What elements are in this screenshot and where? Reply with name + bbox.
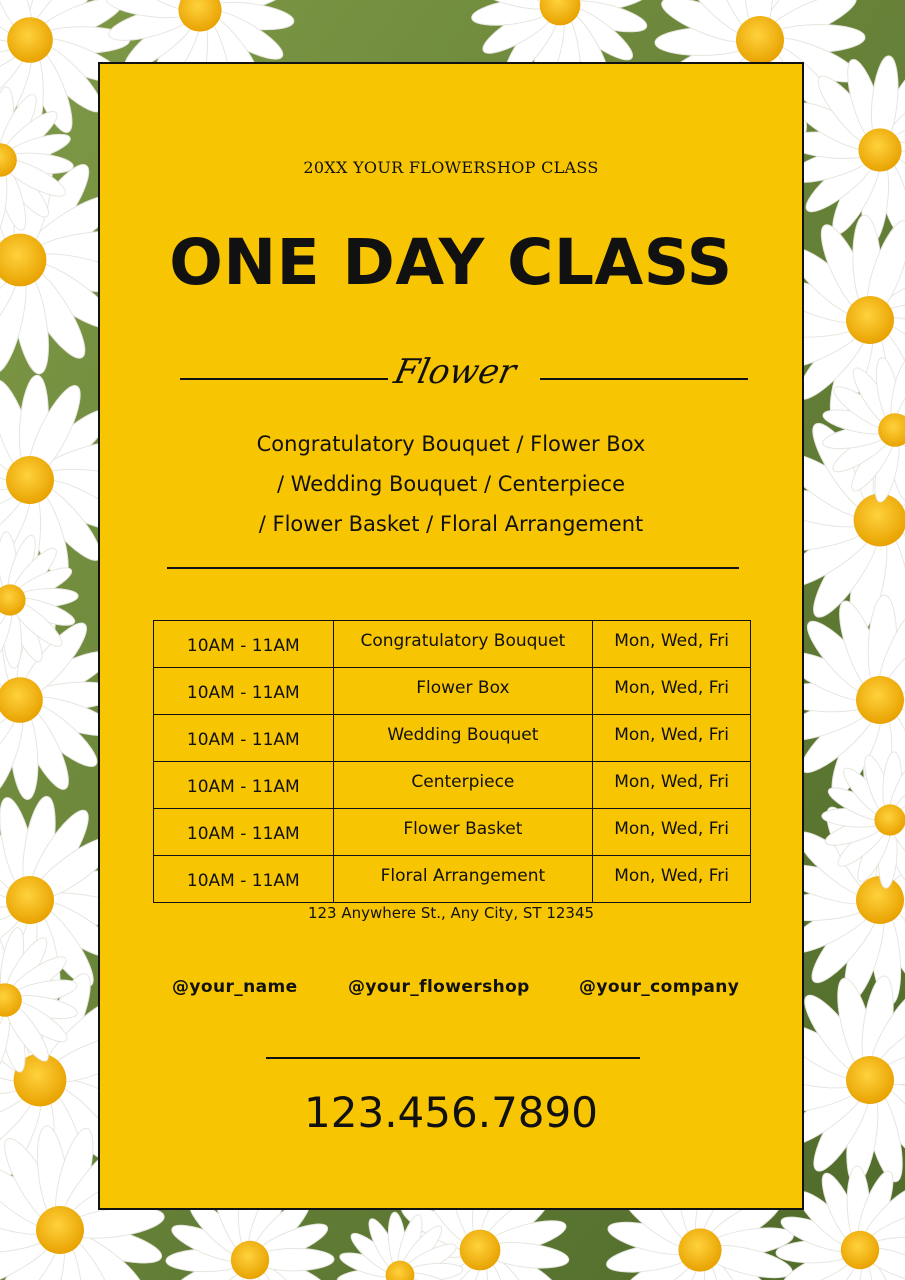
poster-headline: ONE DAY CLASS <box>169 226 733 299</box>
schedule-time: 10AM - 11AM <box>154 856 334 903</box>
class-list <box>100 424 802 544</box>
schedule-class: Flower Box <box>333 668 593 715</box>
schedule-class: Wedding Bouquet <box>333 715 593 762</box>
daisy-center <box>856 676 904 724</box>
social-handle-name: @your_name <box>172 977 298 997</box>
daisy-center <box>846 296 894 344</box>
schedule-days: Mon, Wed, Fri <box>593 668 751 715</box>
divider-bottom <box>266 1057 640 1059</box>
address-text: 123 Anywhere St., Any City, ST 12345 <box>307 904 595 922</box>
schedule-class: Centerpiece <box>333 762 593 809</box>
social-handle-flowershop: @your_flowershop <box>348 977 530 997</box>
schedule-class: Flower Basket <box>333 809 593 856</box>
schedule-class: Congratulatory Bouquet <box>333 621 593 668</box>
schedule-time: 10AM - 11AM <box>154 809 334 856</box>
daisy-center <box>736 16 784 64</box>
schedule-time: 10AM - 11AM <box>154 668 334 715</box>
schedule-days: Mon, Wed, Fri <box>593 809 751 856</box>
divider-middle <box>167 567 739 569</box>
schedule-time: 10AM - 11AM <box>154 762 334 809</box>
table-row <box>154 668 751 715</box>
daisy-center <box>858 128 901 171</box>
schedule-class: Floral Arrangement <box>333 856 593 903</box>
table-row <box>154 715 751 762</box>
daisy-center <box>846 1056 894 1104</box>
daisy-center <box>841 1231 879 1269</box>
class-line: Congratulatory Bouquet / Flower Box <box>256 432 646 456</box>
daisy-center <box>678 1228 721 1271</box>
schedule-time: 10AM - 11AM <box>154 715 334 762</box>
schedule-days: Mon, Wed, Fri <box>593 762 751 809</box>
class-line: / Wedding Bouquet / Centerpiece <box>276 472 626 496</box>
poster-eyebrow: 20XX YOUR FLOWERSHOP CLASS <box>303 158 599 177</box>
class-poster <box>98 62 804 1210</box>
table-row <box>154 762 751 809</box>
table-row <box>154 856 751 903</box>
flower-script-word: Flower <box>390 352 520 392</box>
daisy-center <box>6 456 54 504</box>
daisy-center <box>231 1241 269 1279</box>
phone-number: 123.456.7890 <box>304 1088 598 1137</box>
class-line: / Flower Basket / Floral Arrangement <box>258 512 644 536</box>
divider-left <box>180 378 388 380</box>
schedule-table <box>153 620 751 903</box>
daisy-center <box>36 1206 84 1254</box>
schedule-days: Mon, Wed, Fri <box>593 856 751 903</box>
schedule-days: Mon, Wed, Fri <box>593 715 751 762</box>
schedule-days: Mon, Wed, Fri <box>593 621 751 668</box>
social-handle-company: @your_company <box>579 977 740 997</box>
table-row <box>154 809 751 856</box>
schedule-time: 10AM - 11AM <box>154 621 334 668</box>
daisy-center <box>874 804 905 835</box>
daisy-center <box>6 876 54 924</box>
daisy-center <box>856 876 904 924</box>
divider-right <box>540 378 748 380</box>
daisy-center <box>460 1230 501 1271</box>
daisy-center <box>7 17 53 63</box>
table-row <box>154 621 751 668</box>
